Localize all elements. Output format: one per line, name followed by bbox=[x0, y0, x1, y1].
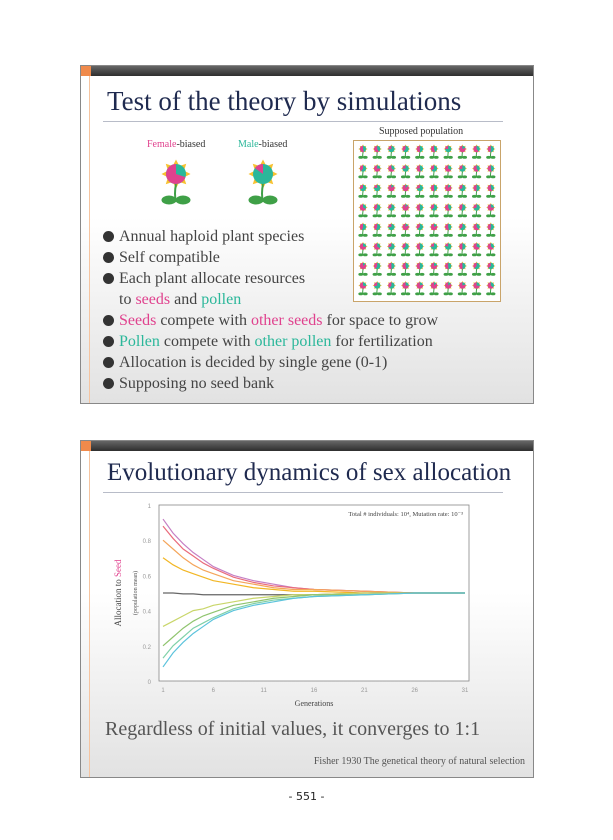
flower-icon bbox=[358, 203, 367, 217]
x-tick-label: 6 bbox=[211, 688, 216, 694]
y-tick-label: 0.4 bbox=[142, 609, 151, 616]
flower-icon bbox=[486, 281, 495, 295]
flower-icon bbox=[444, 261, 453, 275]
x-tick-label: 1 bbox=[161, 688, 165, 694]
slide-header-bar bbox=[81, 441, 533, 451]
flower-icon bbox=[444, 183, 453, 197]
y-tick-label: 0.6 bbox=[142, 574, 151, 581]
bullet-text: Annual haploid plant species bbox=[119, 228, 305, 245]
flower-icon bbox=[373, 144, 382, 158]
x-tick-label: 21 bbox=[360, 688, 368, 694]
flower-icon bbox=[486, 261, 495, 275]
slide-side-rule bbox=[89, 76, 90, 403]
flower-icon bbox=[472, 222, 481, 236]
bullet-text: Self compatible bbox=[119, 249, 220, 266]
bullet-text: for space to grow bbox=[322, 312, 439, 329]
flower-icon bbox=[472, 183, 481, 197]
bullet-item bbox=[103, 310, 438, 331]
chart-annotation: Total # individuals: 10⁴, Mutation rate: 10⁻³ bbox=[348, 511, 463, 518]
flower-icon bbox=[429, 164, 438, 178]
bullet-text: for fertilization bbox=[331, 333, 433, 350]
y-axis-label bbox=[113, 559, 123, 626]
conclusion-text: Regardless of initial values, it converges to 1:1 bbox=[105, 718, 481, 740]
flower-icon bbox=[162, 160, 191, 205]
flower-icon bbox=[429, 144, 438, 158]
flower-icon bbox=[373, 164, 382, 178]
x-tick-label: 31 bbox=[461, 688, 469, 694]
biased-word: -biased bbox=[258, 139, 288, 150]
flower-icon bbox=[444, 164, 453, 178]
flower-icon bbox=[358, 183, 367, 197]
flower-icon bbox=[486, 203, 495, 217]
bullet-text: compete with bbox=[159, 333, 255, 350]
bullet-text: pollen bbox=[201, 291, 242, 308]
bullet-item bbox=[103, 352, 438, 373]
female-word: Female bbox=[147, 139, 177, 150]
flower-icon bbox=[458, 222, 467, 236]
male-biased-flower-icon bbox=[243, 158, 283, 213]
flower-icon bbox=[486, 242, 495, 256]
x-tick-label: 11 bbox=[260, 688, 267, 694]
y-tick-label: 0 bbox=[147, 680, 151, 686]
bullet-text: to bbox=[119, 291, 136, 308]
flower-icon bbox=[458, 203, 467, 217]
flower-icon bbox=[415, 183, 424, 197]
y-tick-label: 1 bbox=[147, 504, 151, 510]
male-biased-label bbox=[238, 139, 287, 151]
flower-icon bbox=[387, 144, 396, 158]
bullet-item bbox=[103, 289, 438, 310]
slide-simulation-test bbox=[80, 65, 534, 404]
bullet-list bbox=[103, 226, 438, 394]
flower-icon bbox=[387, 183, 396, 197]
flower-icon bbox=[472, 242, 481, 256]
slide-evolutionary-dynamics bbox=[80, 440, 534, 778]
flower-icon bbox=[472, 164, 481, 178]
y-label-main: Allocation to bbox=[113, 577, 123, 627]
flower-icon bbox=[444, 203, 453, 217]
flower-icon bbox=[486, 222, 495, 236]
flower-icon bbox=[415, 144, 424, 158]
y-tick-label: 0.2 bbox=[142, 644, 151, 651]
flower-icon bbox=[373, 203, 382, 217]
flower-icon bbox=[458, 281, 467, 295]
flower-icon bbox=[401, 203, 410, 217]
male-word: Male bbox=[238, 139, 259, 150]
bullet-item bbox=[103, 226, 438, 247]
flower-icon bbox=[429, 203, 438, 217]
bullet-text: seeds bbox=[135, 291, 171, 308]
flower-icon bbox=[358, 164, 367, 178]
slide-header-bar bbox=[81, 66, 533, 76]
title-divider bbox=[103, 492, 503, 493]
x-axis-label: Generations bbox=[294, 699, 334, 708]
bullet-text: and bbox=[170, 291, 202, 308]
bullet-text: other pollen bbox=[254, 333, 332, 350]
x-tick-label: 16 bbox=[310, 688, 318, 694]
y-tick-label: 0.8 bbox=[142, 539, 151, 546]
bullet-text: Each plant allocate resources bbox=[119, 270, 306, 287]
flower-icon bbox=[387, 164, 396, 178]
bullet-text: Supposing no seed bank bbox=[119, 375, 275, 392]
flower-icon bbox=[401, 164, 410, 178]
flower-icon bbox=[458, 164, 467, 178]
page-number: - 551 - bbox=[288, 790, 325, 803]
flower-icon bbox=[458, 242, 467, 256]
slide-title: Evolutionary dynamics of sex allocation bbox=[107, 459, 512, 486]
title-divider bbox=[103, 121, 503, 122]
flower-icon bbox=[415, 203, 424, 217]
flower-icon bbox=[387, 203, 396, 217]
x-tick-label: 26 bbox=[411, 688, 419, 694]
allocation-line-chart bbox=[101, 497, 481, 712]
flower-icon bbox=[472, 203, 481, 217]
slide-title: Test of the theory by simulations bbox=[107, 86, 462, 116]
population-label: Supposed population bbox=[379, 126, 464, 137]
bullet-item bbox=[103, 247, 438, 268]
flower-icon bbox=[401, 144, 410, 158]
y-axis-sublabel: (population mean) bbox=[133, 570, 139, 616]
flower-icon bbox=[472, 144, 481, 158]
bullet-item bbox=[103, 373, 438, 394]
bullet-text: Seeds bbox=[119, 312, 157, 329]
bullet-text: Pollen bbox=[119, 333, 160, 350]
flower-icon bbox=[458, 144, 467, 158]
flower-icon bbox=[486, 183, 495, 197]
slide-accent bbox=[81, 441, 91, 451]
flower-icon bbox=[444, 281, 453, 295]
citation: Fisher 1930 The genetical theory of natural selection bbox=[313, 756, 525, 767]
biased-word: -biased bbox=[176, 139, 206, 150]
flower-icon bbox=[444, 144, 453, 158]
flower-icon bbox=[358, 144, 367, 158]
bullet-text: Allocation is decided by single gene (0-1) bbox=[119, 354, 388, 371]
bullet-item bbox=[103, 268, 438, 289]
bullet-text: compete with bbox=[156, 312, 251, 329]
flower-icon bbox=[249, 160, 278, 205]
flower-icon bbox=[444, 242, 453, 256]
bullet-text: other seeds bbox=[250, 312, 323, 329]
flower-icon bbox=[429, 183, 438, 197]
slide-side-rule bbox=[89, 451, 90, 777]
flower-icon bbox=[415, 164, 424, 178]
female-biased-label bbox=[147, 139, 205, 151]
bullet-item bbox=[103, 331, 438, 352]
flower-icon bbox=[486, 144, 495, 158]
flower-icon bbox=[458, 261, 467, 275]
female-biased-flower-icon bbox=[156, 158, 196, 213]
flower-icon bbox=[472, 281, 481, 295]
flower-icon bbox=[486, 164, 495, 178]
flower-icon bbox=[458, 183, 467, 197]
flower-icon bbox=[444, 222, 453, 236]
y-label-seed: Seed bbox=[113, 559, 123, 577]
flower-icon bbox=[373, 183, 382, 197]
flower-icon bbox=[472, 261, 481, 275]
flower-icon bbox=[401, 183, 410, 197]
slide-accent bbox=[81, 66, 91, 76]
